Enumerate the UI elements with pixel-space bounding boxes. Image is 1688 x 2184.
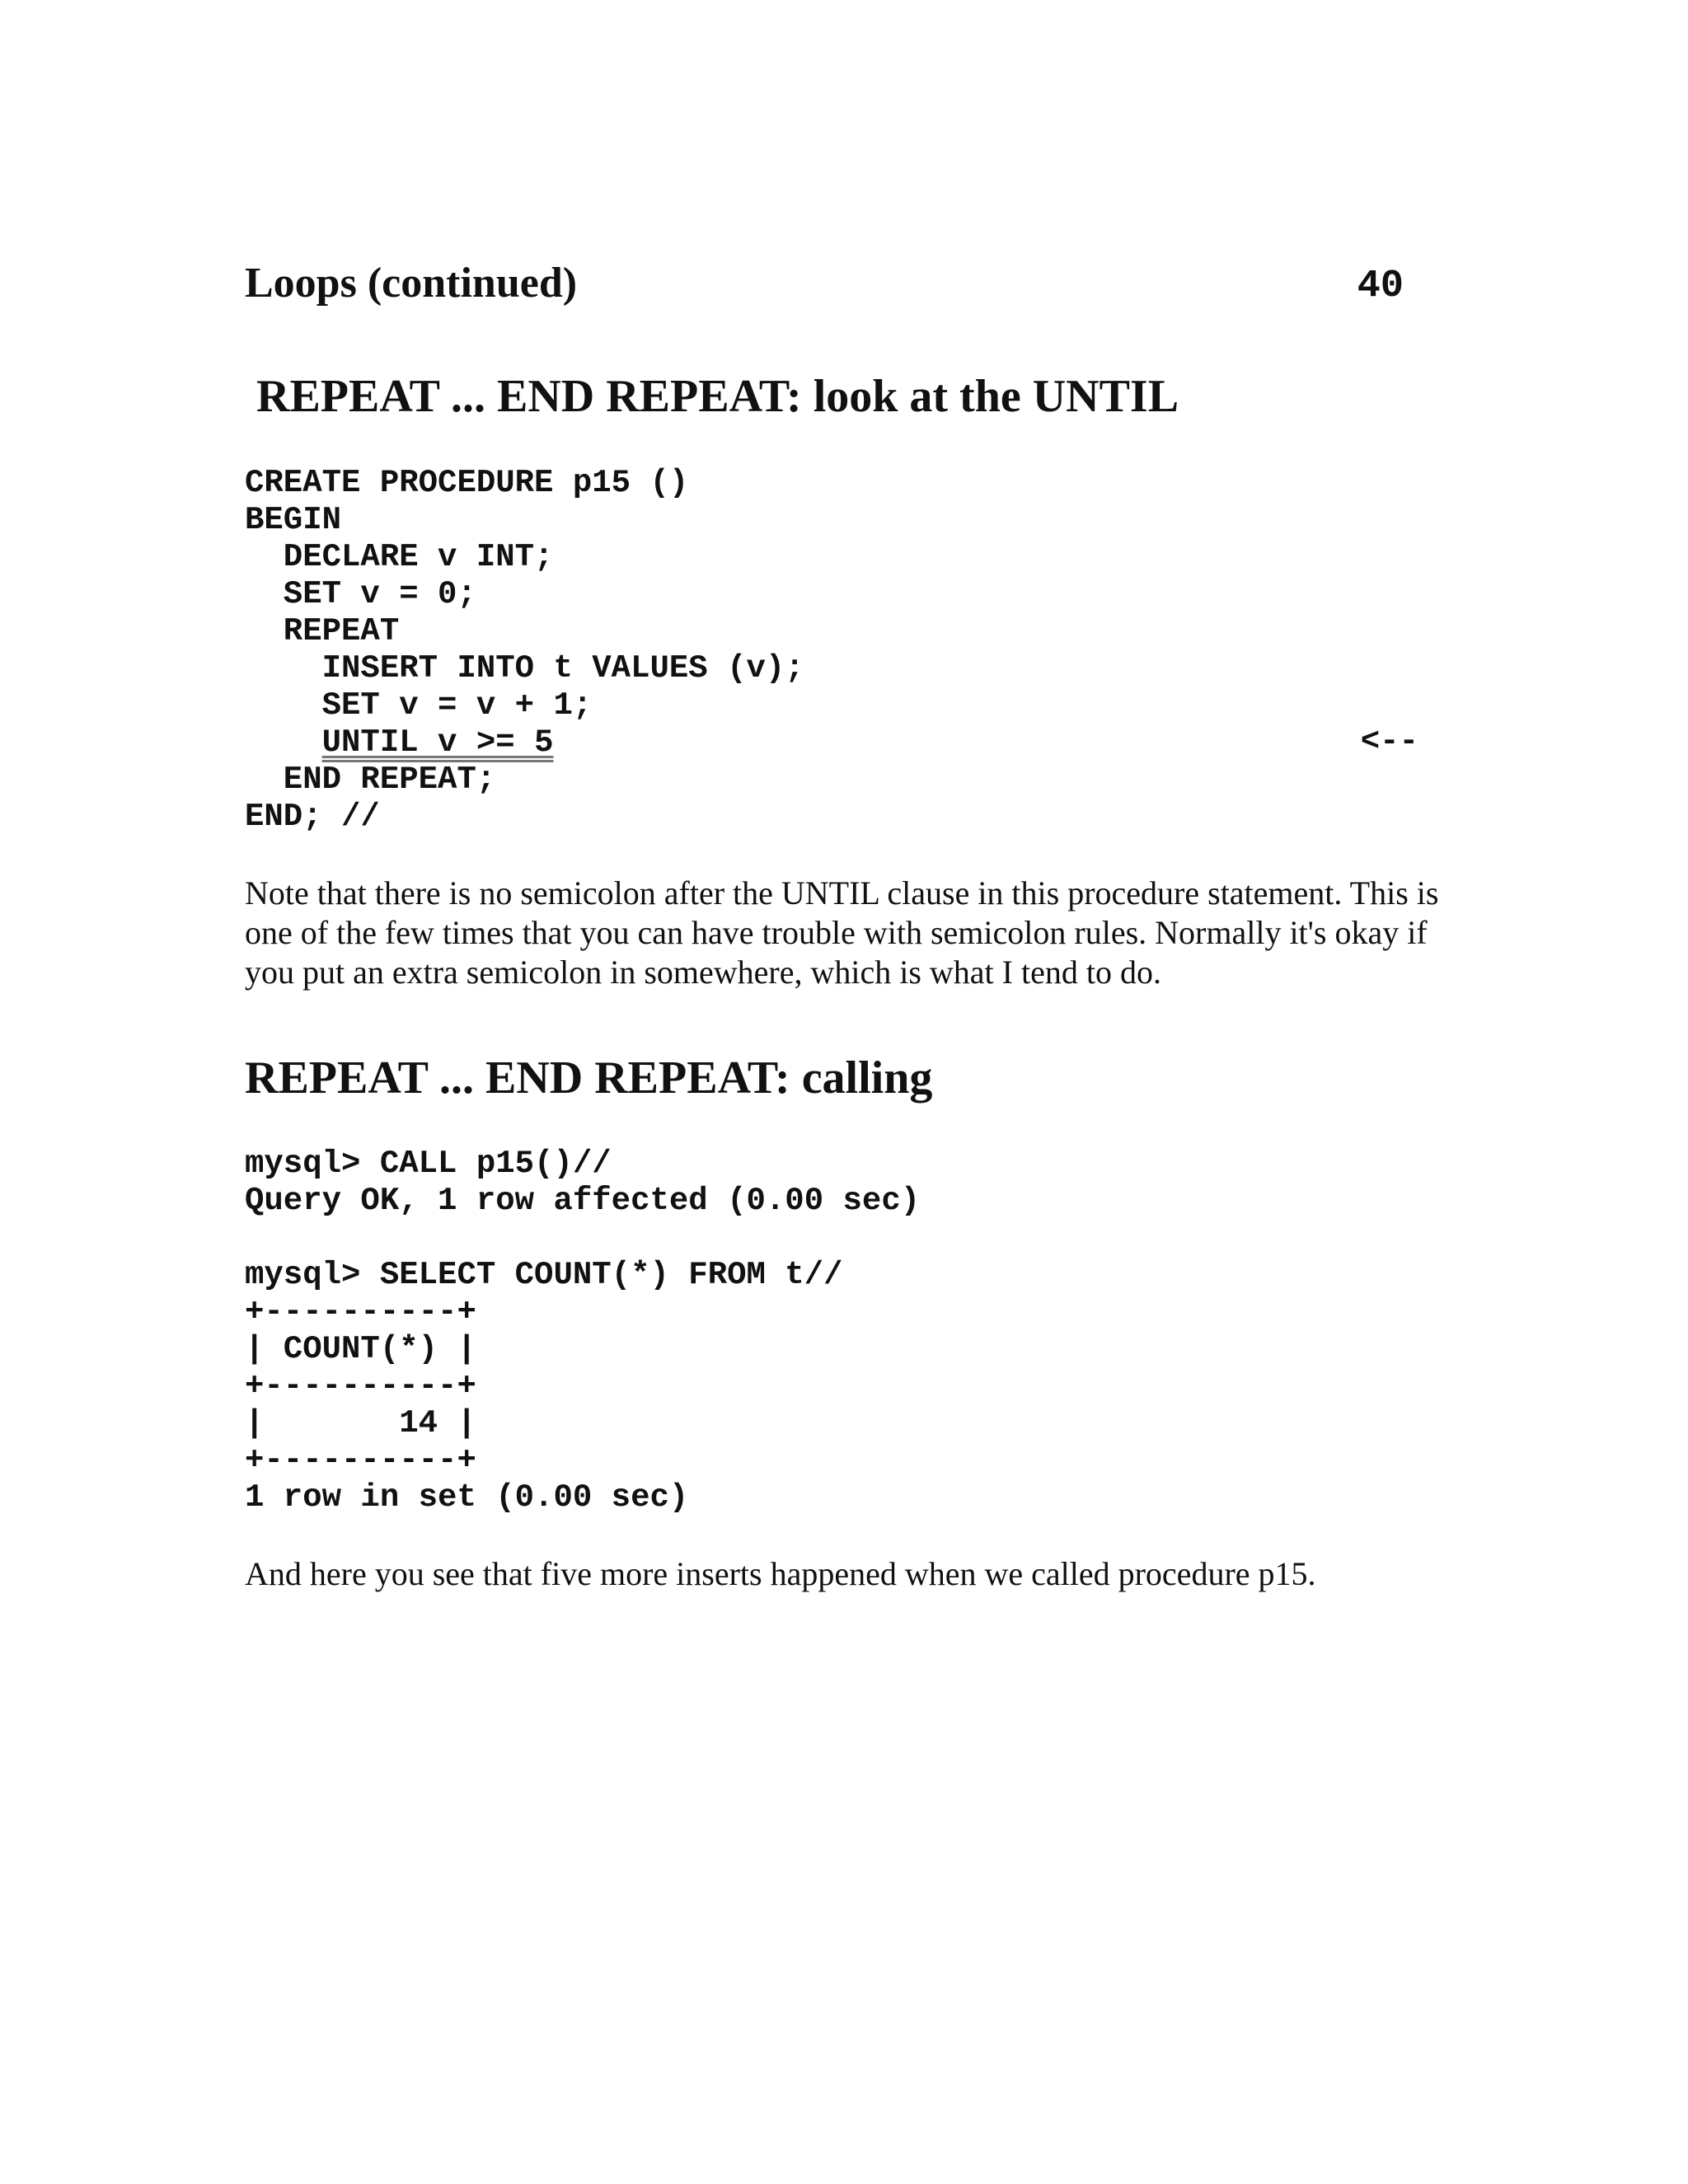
inserts-note-paragraph: And here you see that five more inserts happened when we called procedure p15. [245, 1555, 1316, 1592]
code-line: REPEAT [245, 613, 400, 649]
section-title-until: REPEAT ... END REPEAT: look at the UNTIL [256, 371, 1179, 422]
output-table-border: +----------+ [245, 1442, 476, 1479]
code-line: SET v = v + 1; [245, 687, 593, 724]
code-line: CREATE PROCEDURE p15 () [245, 465, 689, 501]
section-title-calling: REPEAT ... END REPEAT: calling [245, 1052, 933, 1104]
until-clause: UNTIL v >= 5 [321, 724, 554, 761]
output-table-header: | COUNT(*) | [245, 1331, 476, 1367]
mysql-output-block [245, 1146, 920, 1516]
output-line: Query OK, 1 row affected (0.00 sec) [245, 1183, 921, 1219]
code-line: END REPEAT; [245, 762, 496, 798]
page-number: 40 [1357, 265, 1404, 308]
output-table-border: +----------+ [245, 1294, 476, 1330]
code-line: END; // [245, 799, 380, 835]
code-line-until [245, 724, 804, 762]
output-table-row: | 14 | [245, 1405, 476, 1441]
output-line: mysql> CALL p15()// [245, 1146, 612, 1182]
code-line: SET v = 0; [245, 576, 476, 612]
header-title: Loops (continued) [245, 260, 578, 307]
code-line: INSERT INTO t VALUES (v); [245, 650, 804, 687]
semicolon-note-paragraph: Note that there is no semicolon after the UNTIL clause in this procedure statement. This is one of the few times that you can have trouble with semicolon rules. Normally it's okay if you put an extra semicolon in somewhere, which is what I tend to do. [245, 874, 1439, 991]
output-line: 1 row in set (0.00 sec) [245, 1479, 689, 1516]
output-line: mysql> SELECT COUNT(*) FROM t// [245, 1257, 843, 1293]
until-arrow-marker: <-- [1360, 724, 1418, 760]
output-blank-line [245, 1220, 920, 1257]
code-line: DECLARE v INT; [245, 539, 554, 575]
code-line: BEGIN [245, 502, 342, 538]
procedure-code-block [245, 465, 804, 836]
output-table-border: +----------+ [245, 1368, 476, 1404]
until-indent [245, 724, 322, 761]
